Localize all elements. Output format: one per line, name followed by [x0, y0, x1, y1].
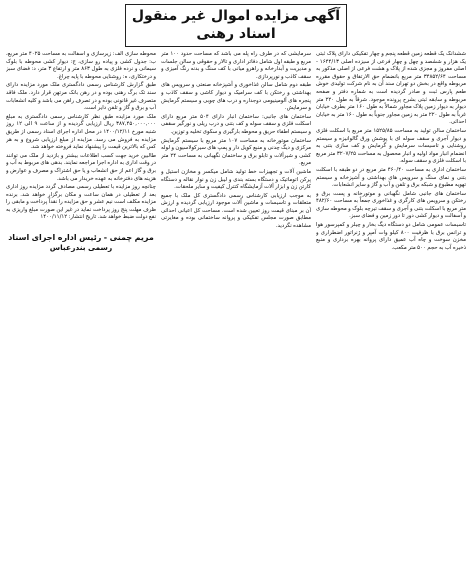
- paragraph: چنانچه روز مزایده با تعطیلی رسمی مصادف گردد مزایده روز اداری بعد از تعطیلی در همان ساعت و مکان برگزار خواهد شد. برنده مزایده مکلف است نیم عشر و حق مزایده را نقداً پرداخت و مابقی را ظرف مهلت پنج روز پرداخت نماید در غیر این صورت مبلغ واریزی به نفع دولت ضبط خواهد شد. تاریخ انتشار: ۱۴۰۰/۱۱/۱۲: [6, 184, 156, 221]
- paragraph: طبق گزارش کارشناس رسمی دادگستری ملک مورد مزایده دارای سند تک برگ رهنی بوده و در رهن بانک مرتهن قرار دارد. ملک فاقد متصرف غیر قانونی بوده و در تصرف راهن می باشد و کلیه انشعابات آب و برق و گاز و تلفن دایر است.: [6, 82, 156, 112]
- column-middle: [161, 51, 311, 576]
- text-columns: [6, 51, 466, 576]
- paragraph: سرمایشی که در طرف راه پله می باشد که مساحت حدود ۱۰۰ متر مربع و طبقه اول شامل دفاتر اداری و تالار و حقوقی و سالن جلسات و مدیریت و آبدارخانه و راهرو میانی با کف سنگ و بدنه رنگ آمیزی و سقف کاذب و نورپردازی.: [161, 51, 311, 80]
- paragraph: طبقه دوم شامل سالن غذاخوری و آشپزخانه صنعتی و سرویس های بهداشتی و رختکن با کف سرامیک و دیوار کاشی و سقف کاذب و پنجره های آلومینیومی دوجداره و درب های چوبی و سیستم گرمایش و سرمایش.: [161, 82, 311, 112]
- paragraph: طالبین خرید جهت کسب اطلاعات بیشتر و بازدید از ملک می توانند در وقت اداری به اداره اجرا مراجعه نمایند. بدهی های مربوط به آب و برق و گاز اعم از حق انشعاب و یا حق اشتراک و مصرف و عوارض و هزینه های دفترخانه به عهده خریدار می باشد.: [6, 152, 156, 182]
- paragraph: ششدانگ یک قطعه زمین قطعه پنجم و چهار تفکیکی دارای پلاک ثبتی یک هزار و ششصد و چهل و چهار فرعی از سیزده اصلی ۱۶۴۴/۱۳ - اصلی مفروز و مجزی شده از پلاک و هشت فرعی از اصلی مذکور به مساحت ۳۴۸۵۲/۶۴ متر مربع بانضمام حق الارتفاق و حقوق مقرره مربوطه واقع در بخش دو تهران سند آن به نام شرکت تولیدی خوش طعم پارس ثبت و صادر گردیده است به شماره دفتر و صفحه مربوطه و سابقه ثبتی بشرح پرونده موجود. شرقاً به طول ۲۲۰ متر دیوار به دیوار زمین پلاک مجاور شمالاً به طول ۱۶۰ متر بطرف خیابان غرباً به طول ۲۲۰ متر به زمین مجاور جنوباً به طول ۱۶۰ متر به خیابان احداثی.: [316, 51, 466, 126]
- signature-role: رسمی بندرعباس: [49, 243, 113, 253]
- signature-name: مریم چمنی - رئیس اداره اجرای اسناد: [8, 233, 154, 243]
- column-right: [316, 51, 466, 576]
- paragraph: ساختمان اداری به مساحت ۴۶۰/۴۰ متر مربع در دو طبقه با اسکلت بتنی و نمای سنگ و سرویس های بهداشتی و آشپزخانه و سیستم تهویه مطبوع و شبکه برق و تلفن و آب و گاز و سایر انشعابات.: [316, 166, 466, 189]
- paragraph: ماشین آلات و تجهیزات خط تولید شامل میکسر و مخازن استیل و پرکن اتوماتیک و دستگاه بسته بندی و لیبل زن و نوار نقاله و دستگاه کارتن زن و ابزار آلات آزمایشگاه کنترل کیفیت و سایر ملحقات.: [161, 168, 311, 191]
- paragraph: ساختمان موتورخانه به مساحت ۱۰۷ متر مربع با سیستم گرمایش مرکزی و دیگ چدنی و منبع کویل دار و پمپ های سیرکولاسیون و لوله کشی و شیرآلات و تابلو برق و ساختمان نگهبانی به مساحت ۲۴ متر مربع.: [161, 137, 311, 167]
- paragraph: ساختمان های جانبی شامل نگهبانی و موتورخانه و پست برق و رختکن و سرویس های کارگری و غذاخوری جمعاً به مساحت ۴۸۲/۶۰ متر مربع با اسکلت بتنی و آجری و سقف تیرچه بلوک و محوطه سازی و آسفالت و دیوار کشی دور تا دور زمین و فضای سبز.: [316, 190, 466, 220]
- signature-block: [6, 232, 156, 253]
- paragraph: محوطه سازی الف: زیرسازی و آسفالت به مساحت ۴۰۲۵ متر مربع، ب: جدول کشی و پیاده رو سازی، ج: دیوار کشی محوطه با بلوک سیمانی و نرده فلزی به طول ۸۶۳ متر و ارتفاع ۳ متر، د: فضای سبز و درختکاری، ه: روشنایی محوطه با پایه چراغ.: [6, 51, 156, 80]
- notice-title: آگهی مزایده اموال غیر منقول اسناد رهنی: [131, 8, 341, 42]
- paragraph: ملک مورد مزایده طبق نظر کارشناس رسمی دادگستری به مبلغ ۳۸۷,۴۵۰,۰۰۰,۰۰۰ ریال ارزیابی گردیده و از ساعت ۹ الی ۱۲ روز شنبه مورخ ۱۴۰۰/۱۲/۱۱ در محل اداره اجرای اسناد رسمی از طریق مزایده به فروش می رسد. مزایده از مبلغ ارزیابی شروع و به هر کس که بالاترین قیمت را پیشنهاد نماید فروخته خواهد شد.: [6, 113, 156, 151]
- title-box: [125, 4, 347, 47]
- paragraph: به موجب ارزیابی کارشناس رسمی دادگستری کل ملک با جمیع متعلقات و تاسیسات و ماشین آلات موجود ارزیابی گردیده و ارزش آن بر مبنای قیمت روز تعیین شده است. مساحت کل اعیانی احداثی مطابق صورت مجلس تفکیکی و پروانه ساختمانی بوده و مغایرتی مشاهده نگردید.: [161, 192, 311, 230]
- column-left: [6, 51, 156, 576]
- paragraph: ساختمان سالن تولید به مساحت ۱۵۲۵/۸۵ متر مربع با اسکلت فلزی و دیوار آجری و سقف سوله ای با پوشش ورق گالوانیزه و سیستم روشنایی و تاسیسات سرمایش و گرمایش و کف سازی بتنی به انضمام انبار مواد اولیه و انبار محصول به مساحت ۳۲۰۷/۲۵ متر مربع با اسکلت فلزی و سقف سوله.: [316, 127, 466, 165]
- paragraph: تاسیسات عمومی شامل دو دستگاه دیگ بخار و چیلر و کمپرسور هوا و ترانس برق با ظرفیت ۸۰۰ کیلو وات آمپر و ژنراتور اضطراری و مخزن سوخت و چاه آب عمیق دارای پروانه بهره برداری و منبع ذخیره آب به حجم ۵۰۰ متر مکعب.: [316, 222, 466, 251]
- paragraph: ساختمان های جانبی: ساختمان انبار دارای ۵۰۴ متر مربع دارای اسکلت فلزی و سقف سوله و کف بتنی و درب ریلی و نورگیر سقفی و سیستم اطفاء حریق و محوطه بارگیری و سکوی تخلیه و توزین.: [161, 113, 311, 135]
